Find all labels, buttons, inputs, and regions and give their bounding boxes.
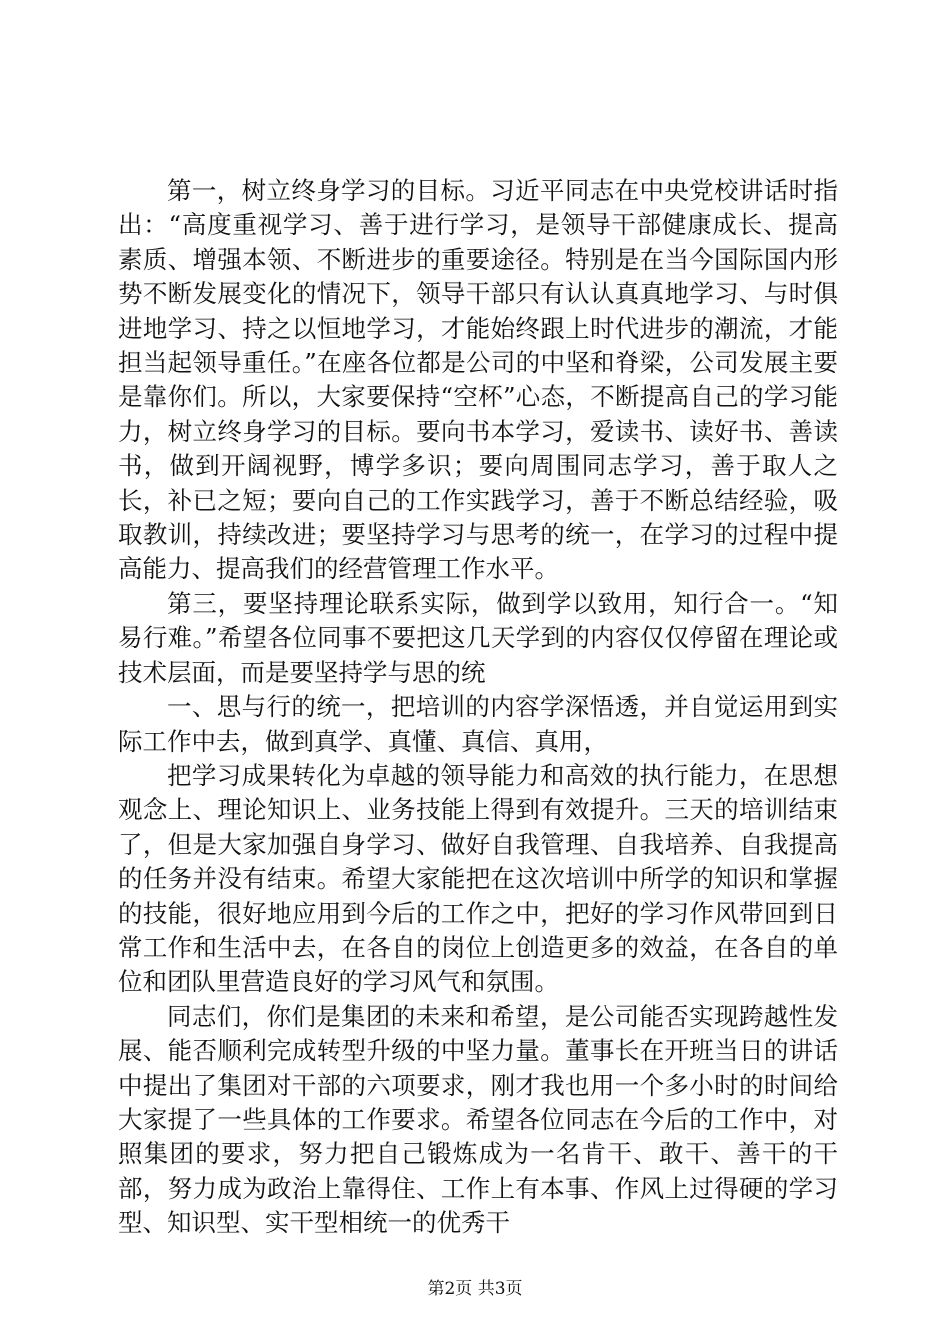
paragraph-theory-practice: 第三，要坚持理论联系实际，做到学以致用，知行合一。“知易行难。”希望各位同事不要把这几天学到的内容仅仅停留在理论或技术层面，而是要坚持学与思的统 <box>118 588 838 687</box>
paragraph-closing: 同志们，你们是集团的未来和希望，是公司能否实现跨越性发展、能否顺利完成转型升级的中坚力量。董事长在开班当日的讲话中提出了集团对干部的六项要求，刚才我也用一个多小时的时间给大家提了一些具体的工作要求。希望各位同志在今后的工作中，对照集团的要求，努力把自己锻炼成为一名肯干、敢干、善干的干部，努力成为政治上靠得住、工作上有本事、作风上过得硬的学习型、知识型、实干型相统一的优秀干 <box>118 1001 838 1238</box>
document-body <box>118 174 838 1241</box>
paragraph-thought-action: 一、思与行的统一，把培训的内容学深悟透，并自觉运用到实际工作中去，做到真学、真懂、真信、真用， <box>118 692 838 756</box>
paragraph-training-results: 把学习成果转化为卓越的领导能力和高效的执行能力，在思想观念上、理论知识上、业务技能上得到有效提升。三天的培训结束了，但是大家加强自身学习、做好自我管理、自我培养、自我提高的任务并没有结束。希望大家能把在这次培训中所学的知识和掌握的技能，很好地应用到今后的工作之中，把好的学习作风带回到日常工作和生活中去，在各自的岗位上创造更多的效益，在各自的单位和团队里营造良好的学习风气和氛围。 <box>118 760 838 997</box>
page-footer: 第2页 共3页 <box>427 1279 523 1299</box>
paragraph-lifelong-learning: 第一，树立终身学习的目标。习近平同志在中央党校讲话时指出：“高度重视学习、善于进行学习，是领导干部健康成长、提高素质、增强本领、不断进步的重要途径。特别是在当今国际国内形势不断发展变化的情况下，领导干部只有认认真真地学习、与时俱进地学习、持之以恒地学习，才能始终跟上时代进步的潮流，才能担当起领导重任。”在座各位都是公司的中坚和脊梁，公司发展主要是靠你们。所以，大家要保持“空杯”心态，不断提高自己的学习能力，树立终身学习的目标。要向书本学习，爱读书、读好书、善读书，做到开阔视野，博学多识；要向周围同志学习，善于取人之长，补已之短；要向自己的工作实践学习，善于不断总结经验，吸取教训，持续改进；要坚持学习与思考的统一，在学习的过程中提高能力、提高我们的经营管理工作水平。 <box>118 176 838 584</box>
